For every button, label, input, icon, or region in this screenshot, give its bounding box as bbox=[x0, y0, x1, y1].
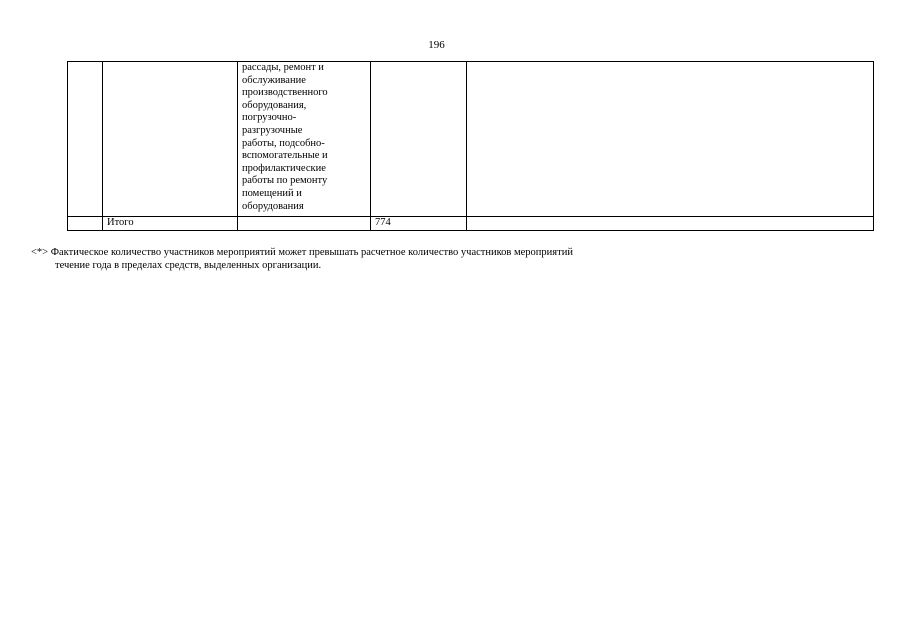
footnote-line: течение года в пределах средств, выделенных организации. bbox=[55, 260, 322, 271]
description-line: рассады, ремонт и bbox=[242, 62, 324, 73]
footnote-line: <*> Фактическое количество участников мероприятий может превышать расчетное количество участников мероприятий bbox=[31, 247, 573, 258]
description-line: вспомогательные и bbox=[242, 150, 328, 162]
description-line: профилактические bbox=[242, 162, 326, 174]
description-line: оборудования bbox=[242, 200, 304, 212]
table-cell-number bbox=[68, 62, 103, 217]
table-cell-notes bbox=[467, 62, 874, 217]
footnote bbox=[31, 246, 791, 272]
description-line: производственного bbox=[242, 87, 328, 99]
page-number: 196 bbox=[428, 39, 445, 51]
description-line: оборудования, bbox=[242, 99, 307, 111]
total-value: 774 bbox=[371, 217, 467, 231]
total-label: Итого bbox=[103, 217, 238, 231]
table-cell-participants bbox=[371, 62, 467, 217]
description-line: обслуживание bbox=[242, 74, 306, 86]
table-cell-activity-description bbox=[238, 62, 371, 217]
description-line: работы, подсобно- bbox=[242, 137, 325, 149]
table-row bbox=[68, 62, 874, 217]
total-cell-activity bbox=[238, 217, 371, 231]
description-line: работы по ремонту bbox=[242, 175, 328, 187]
total-cell-number bbox=[68, 217, 103, 231]
table-total-row bbox=[68, 217, 874, 231]
table-cell-name bbox=[103, 62, 238, 217]
total-cell-notes bbox=[467, 217, 874, 231]
activities-table bbox=[67, 61, 874, 231]
description-line: погрузочно- bbox=[242, 112, 297, 124]
description-line: разгрузочные bbox=[242, 124, 303, 136]
description-line: помещений и bbox=[242, 187, 302, 199]
